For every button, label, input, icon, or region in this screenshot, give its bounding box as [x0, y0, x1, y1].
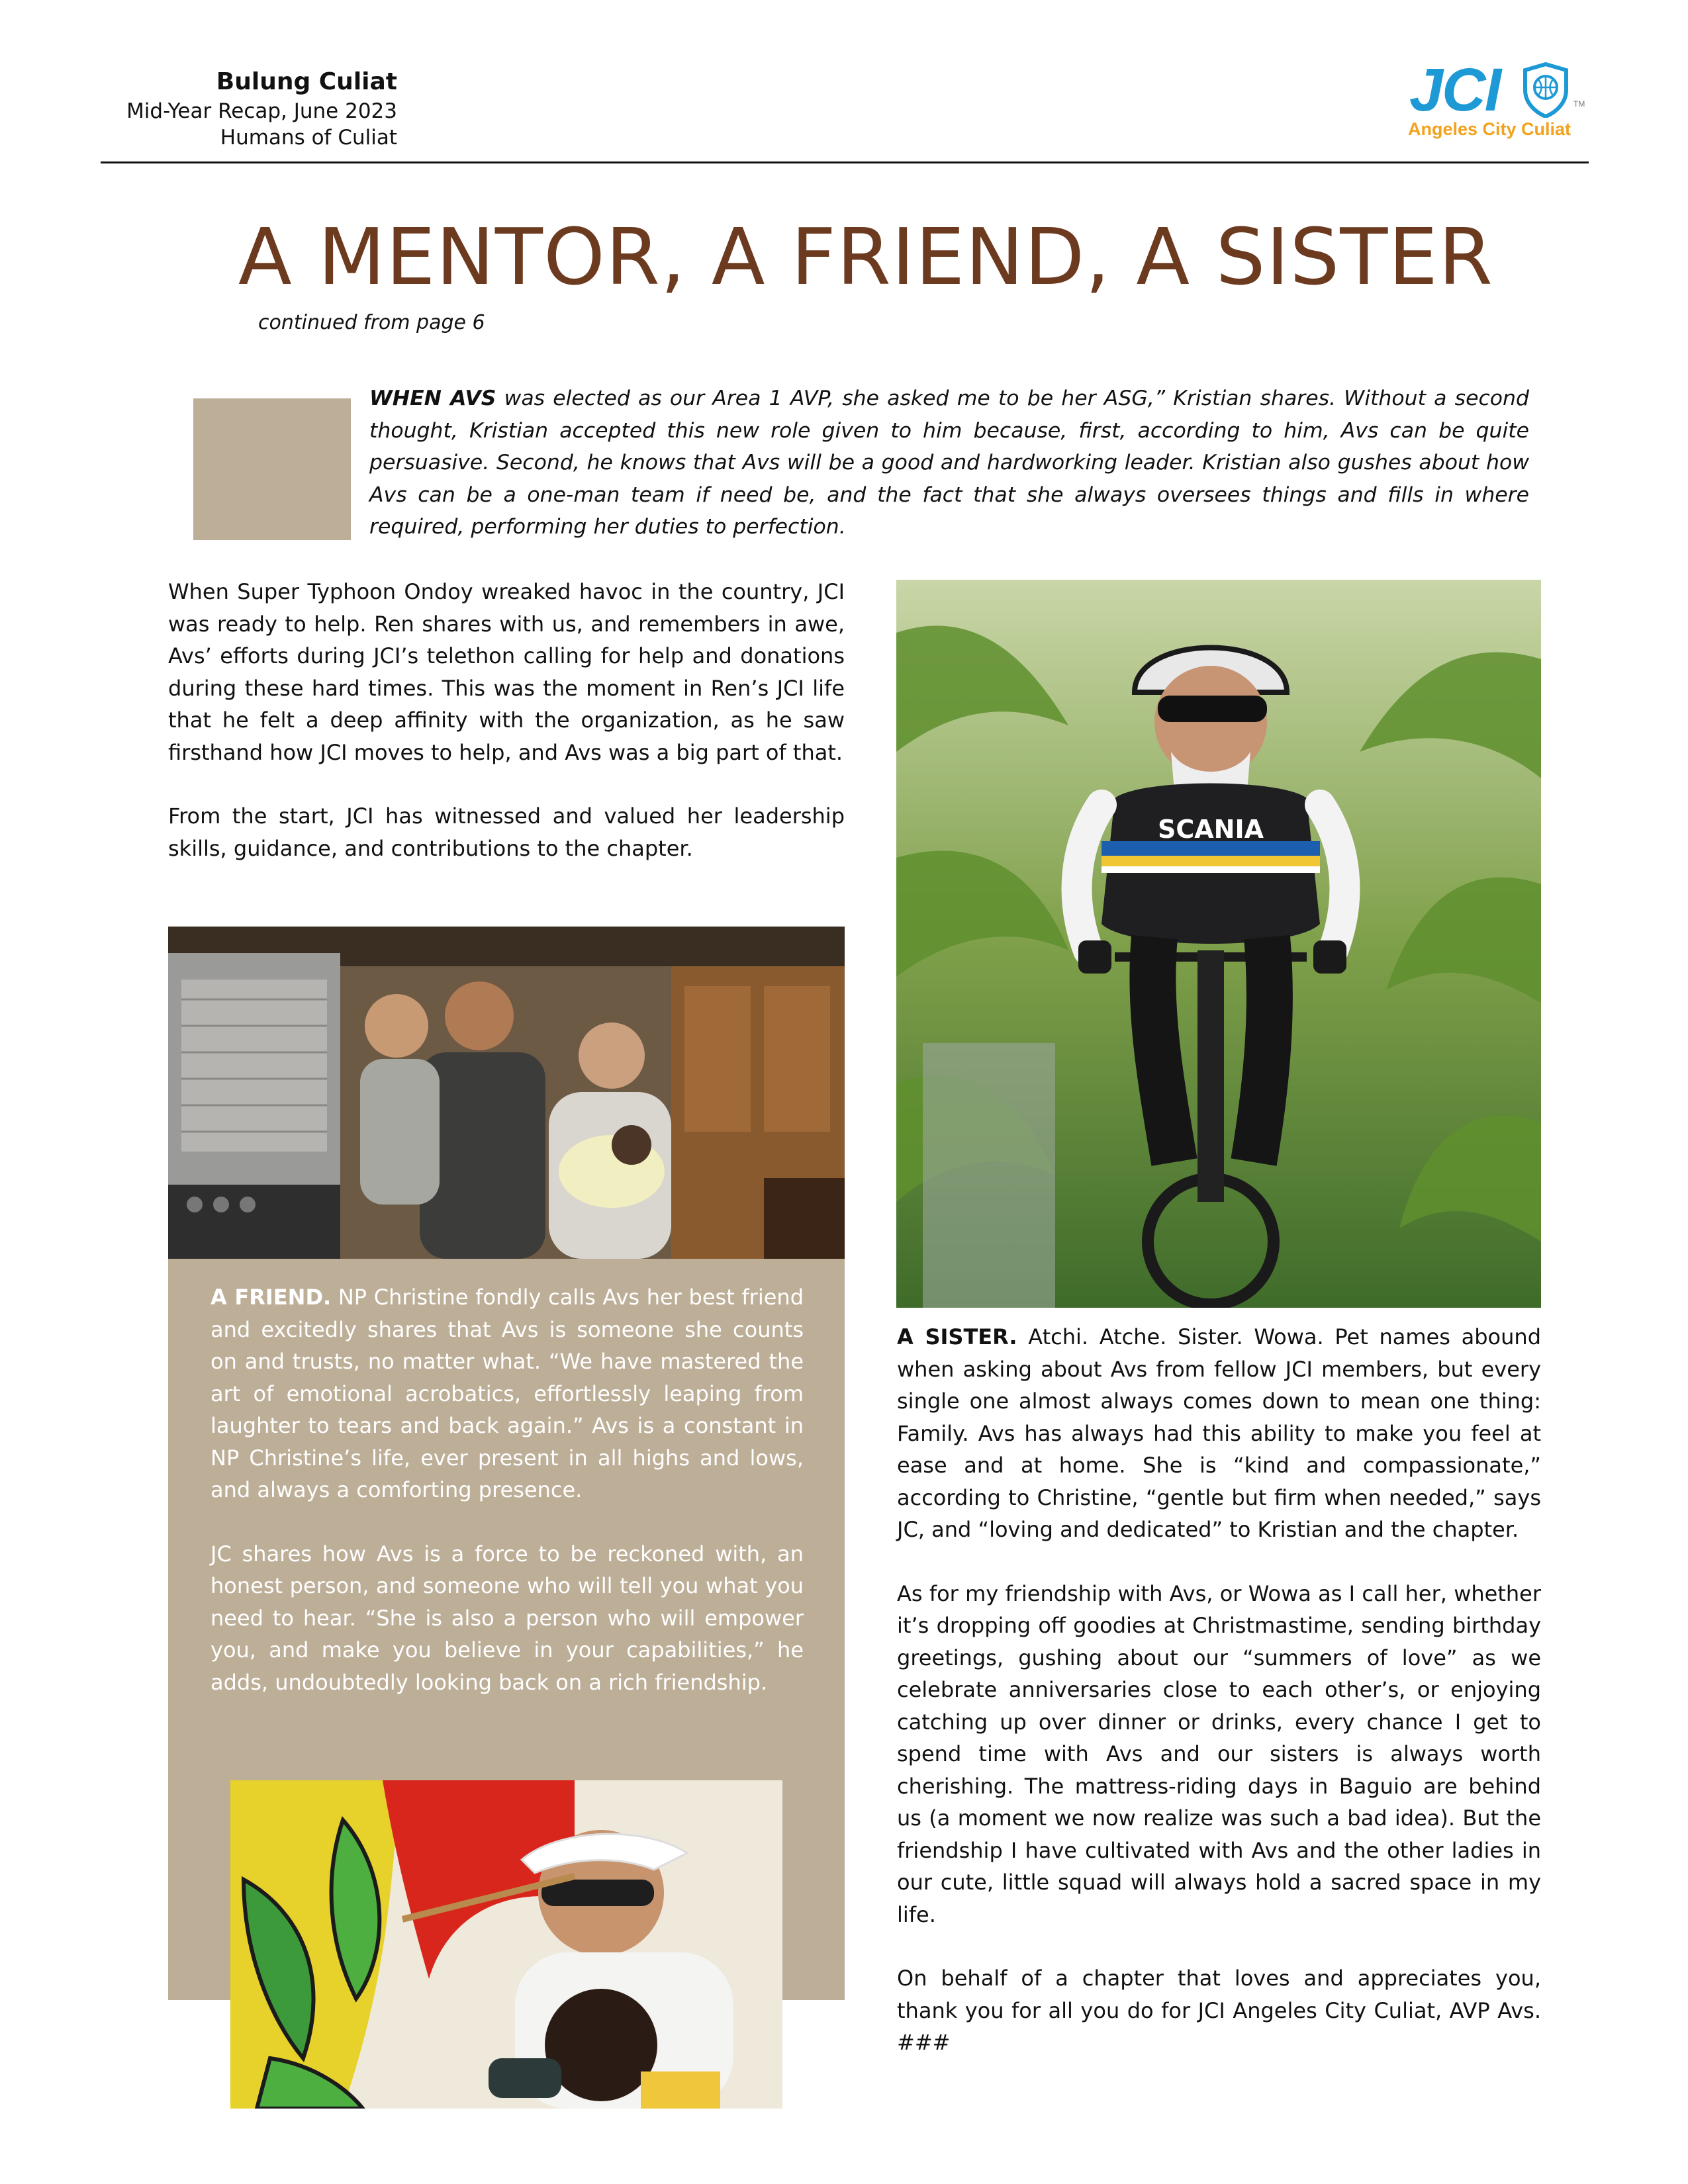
cyclist-photo [896, 580, 1541, 1308]
shield-icon [1523, 62, 1569, 118]
sister-paragraph [897, 1321, 1541, 1546]
friendship-paragraph: As for my friendship with Avs, or Wowa as I call her, whether it’s dropping off goodies at Christmastime, sending birthday greetings, gushing about our “summers of love” as we celebrate anniversaries close to each other’s, or enjoying catching up over dinner or drinks, every chance I get to spend time with Avs and our sisters is always worth cherishing. The mattress-riding days in Baguio are behind us (a moment we now realize was such a bad idea). But the friendship I have cultivated with Avs and the other ladies in our cute, little squad will always hold a sacred space in my life. [897, 1580, 1541, 1927]
logo-trademark: TM [1573, 99, 1585, 109]
left-column [168, 576, 845, 864]
friend-text: NP Christine fondly calls Avs her best friend and excitedly shares that Avs is someone she counts on and trusts, no matter what. “We have mastered the art of emotional acrobatics, effortlessly leaping from laughter to tears and back again.” Avs is a constant in NP Christine’s life, ever present in all highs and lows, and always a comforting presence. [211, 1285, 804, 1502]
logo-wordmark: JCI [1409, 56, 1501, 124]
header-divider [101, 161, 1589, 163]
friend-callout [211, 1281, 804, 1698]
typhoon-paragraph: When Super Typhoon Ondoy wreaked havoc in the country, JCI was ready to help. Ren shares with us, and remembers in awe, Avs’ efforts during JCI’s telethon calling for help and donations during these hard times. This was the moment in Ren’s JCI life that he felt a deep affinity with the organization, as he saw firsthand how JCI moves to help, and Avs was a big part of that. [168, 579, 845, 765]
family-photo [168, 927, 845, 1259]
article-title: A MENTOR, A FRIEND, A SISTER [238, 211, 1493, 302]
painting-photo [230, 1780, 782, 2109]
publication-name: Bulung Culiat [216, 68, 397, 95]
sister-text: Atchi. Atche. Sister. Wowa. Pet names abound when asking about Avs from fellow JCI members, but every single one almost always comes down to mean one thing: Family. Avs has always had this ability to make you feel at ease and at home. She is “kind and compassionate,” according to Christine, “gentle but firm when needed,” says JC, and “loving and dedicated” to Kristian and the chapter. [897, 1324, 1542, 1542]
intro-lead: WHEN AVS [369, 387, 496, 410]
jersey-text: SCANIA [1157, 815, 1264, 844]
jci-logo [1407, 58, 1605, 138]
right-column [897, 1321, 1541, 2059]
masthead [99, 66, 397, 151]
friend-paragraph [211, 1281, 804, 1506]
friend-lead: A FRIEND. [211, 1285, 332, 1310]
logo-subtitle: Angeles City Culiat [1408, 119, 1571, 139]
sister-lead: A SISTER. [897, 1324, 1017, 1349]
jc-paragraph: JC shares how Avs is a force to be reckoned with, an honest person, and someone who will tell you what you need to hear. “She is also a person who will empower you, and make you believe in your capabilities,” he adds, undoubtedly looking back on a rich friendship. [211, 1541, 804, 1695]
issue-date: Mid-Year Recap, June 2023 [126, 99, 397, 123]
decorative-box [193, 398, 351, 540]
continued-note: continued from page 6 [258, 311, 485, 334]
closing-paragraph: On behalf of a chapter that loves and appreciates you, thank you for all you do for JCI Angeles City Culiat, AVP Avs. ### [897, 1966, 1541, 2055]
intro-text: was elected as our Area 1 AVP, she asked me to be her ASG,” Kristian shares. Without a second thought, Kristian accepted this new role given to him because, first, according to him, Avs can be quite persuasive. Second, he knows that Avs will be a good and hardworking leader. Kristian also gushes about how Avs can be a one-man team if need be, and the fact that she always oversees things and fills in where required, performing her duties to perfection. [369, 387, 1529, 539]
intro-paragraph [369, 383, 1529, 543]
leadership-paragraph: From the start, JCI has witnessed and valued her leadership skills, guidance, and contributions to the chapter. [168, 803, 845, 861]
section-name: Humans of Culiat [220, 126, 397, 150]
